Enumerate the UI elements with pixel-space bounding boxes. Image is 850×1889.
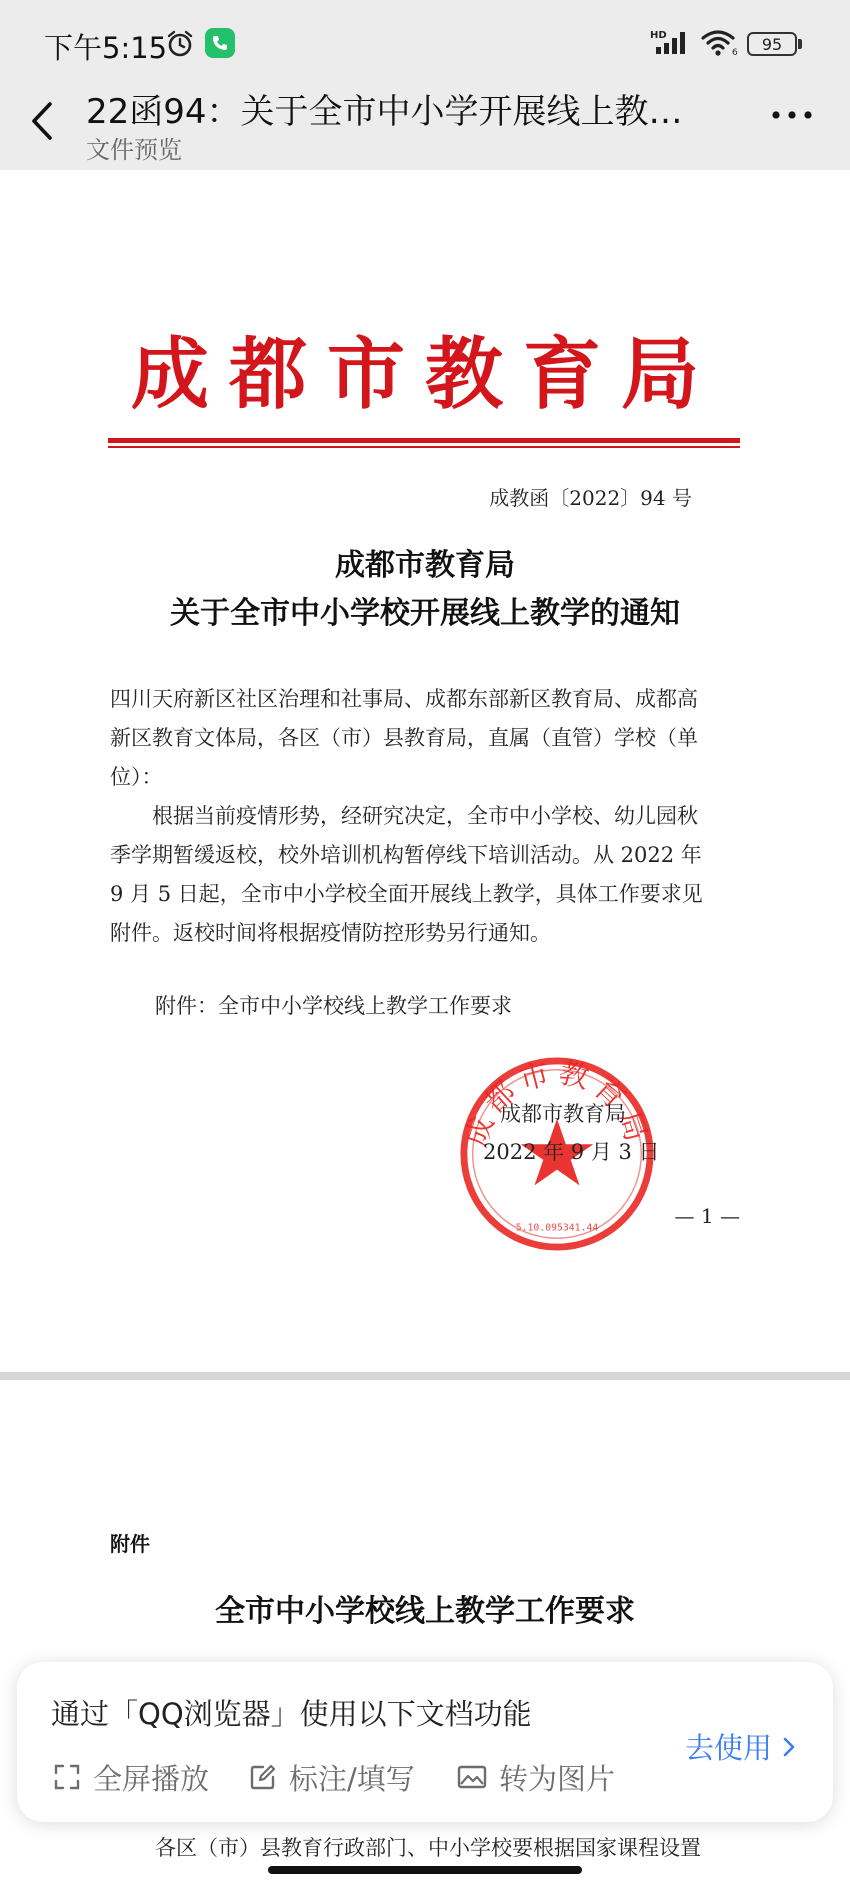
recipients-line: 新区教育文体局，各区（市）县教育局，直属（直管）学校（单	[110, 726, 698, 750]
body-paragraph	[110, 797, 740, 953]
body-line: 附件。返校时间将根据疫情防控形势另行通知。	[110, 921, 551, 945]
attachment-label: 附件	[110, 1532, 150, 1556]
home-indicator[interactable]	[268, 1866, 582, 1874]
page-number: — 1 —	[674, 1204, 740, 1228]
battery-icon	[747, 32, 797, 56]
page-separator	[0, 1372, 850, 1380]
image-icon	[457, 1763, 487, 1791]
recipients-line: 位）：	[110, 765, 163, 789]
seal-text: 成都市教育局	[459, 1056, 655, 1151]
feature-label: 转为图片	[499, 1761, 616, 1796]
signal-icon	[650, 28, 694, 56]
phone-icon	[205, 28, 235, 58]
promo-text: 通过「QQ浏览器」使用以下文档功能	[51, 1697, 532, 1731]
back-icon[interactable]	[26, 96, 60, 146]
battery-tip	[798, 39, 802, 49]
document-subtitle: 文件预览	[86, 136, 182, 164]
chevron-right-icon	[782, 1735, 796, 1759]
body-line: 季学期暂缓返校，校外培训机构暂停线下培训活动。从 2022 年	[110, 843, 702, 867]
issue-date: 2022 年 9 月 3 日	[483, 1140, 660, 1164]
battery-level: 95	[761, 35, 783, 54]
convert-to-image-feature[interactable]	[457, 1757, 615, 1797]
svg-text:6: 6	[732, 48, 738, 56]
go-use-label: 去使用	[685, 1731, 773, 1765]
network-label: HD	[650, 30, 667, 41]
notice-title-line2: 关于全市中小学校开展线上教学的通知	[170, 596, 680, 631]
body-line: 9 月 5 日起，全市中小学校全面开展线上教学，具体工作要求见	[110, 882, 703, 906]
edit-icon	[249, 1763, 277, 1791]
notice-title-line1: 成都市教育局	[335, 548, 515, 583]
more-options-icon[interactable]	[770, 108, 814, 122]
status-time: 下午5:15	[44, 31, 168, 65]
document-number: 成教函〔2022〕94 号	[489, 486, 692, 510]
status-bar	[0, 0, 850, 78]
annotate-feature[interactable]	[249, 1757, 415, 1797]
body-line: 根据当前疫情形势，经研究决定，全市中小学校、幼儿园秋	[152, 804, 698, 828]
fullscreen-icon	[53, 1763, 81, 1791]
recipients-line: 四川天府新区社区治理和社事局、成都东部新区教育局、成都高	[110, 687, 698, 711]
org-letterhead: 成都市教育局	[130, 329, 719, 420]
app-header	[0, 78, 850, 170]
attachment-title: 全市中小学校线上教学工作要求	[215, 1594, 635, 1629]
document-title: 22函94：关于全市中小学开展线上教…	[86, 92, 683, 132]
wifi-icon	[700, 28, 740, 56]
attachment-note: 附件：全市中小学校线上教学工作要求	[155, 994, 512, 1018]
qq-browser-promo-card	[17, 1662, 833, 1822]
attachment-body-line: 各区（市）县教育行政部门、中小学校要根据国家课程设置	[155, 1836, 701, 1860]
issuer: 成都市教育局	[500, 1102, 626, 1126]
letterhead-rule-thin	[108, 446, 740, 448]
alarm-icon	[166, 30, 194, 58]
recipients-paragraph	[110, 680, 740, 797]
feature-label: 全屏播放	[93, 1761, 210, 1796]
document-page-1[interactable]	[0, 170, 850, 1372]
feature-label: 标注/填写	[289, 1761, 415, 1796]
seal-serial: 5.10.095341.44	[515, 1222, 599, 1234]
letterhead-rule	[108, 438, 740, 443]
fullscreen-feature[interactable]	[53, 1757, 209, 1797]
go-use-button[interactable]	[685, 1726, 796, 1767]
